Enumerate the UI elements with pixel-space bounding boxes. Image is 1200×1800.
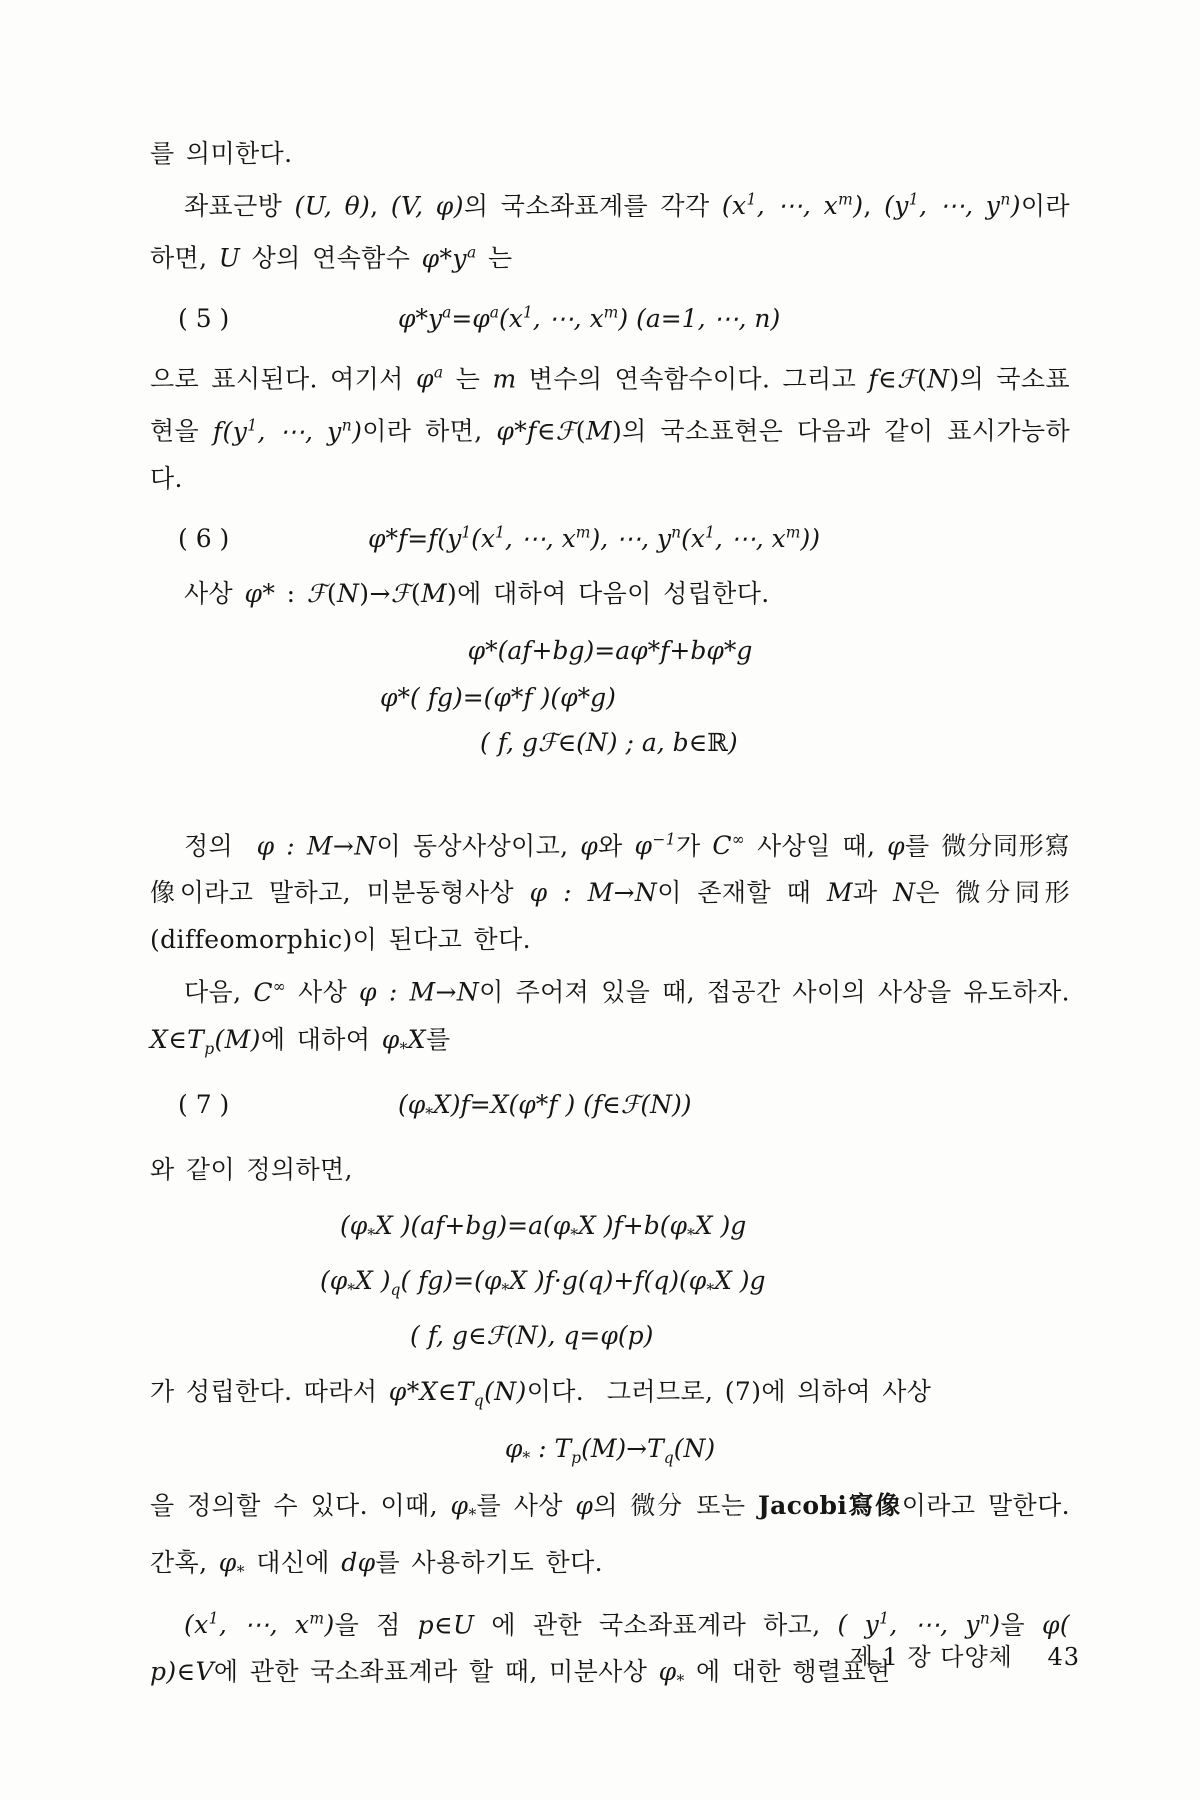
display-equation-1b: φ*( fg)=(φ*f )(φ*g) [380, 682, 616, 712]
equation-5-number: ( 5 ) [178, 303, 230, 333]
equation-6-number: ( 6 ) [178, 523, 230, 553]
display-equation-1c: ( f, gℱ∈(N) ; a, b∈ℝ) [480, 727, 738, 757]
equation-7 [150, 1081, 1070, 1138]
paragraph-matrix-representation: ($x^1$, ⋯, $x^m$)을 점 p∈U 에 관한 국소좌표계라 하고, ( $y^1$, ⋯, $y^n$)을 φ( p)∈V에 관한 국소좌표계라 할 때, 미분사상 $\varphi_*$ 에 대한 행렬표현 [150, 1609, 1071, 1690]
page-number: 43 [1047, 1643, 1080, 1671]
paragraph-jacobi-map: 을 정의할 수 있다. 이때, $\varphi_*$를 사상 φ의 微分 또는 Jacobi寫像이라고 말한다. 간혹, $\varphi_*$ 대신에 dφ를 사용하기도 한다. [150, 1490, 1070, 1581]
paragraph-therefore-map: 가 성립한다. 따라서 $\varphi*X\in T_q(N)$이다. 그러므로, (7)에 의하여 사상 [150, 1376, 932, 1410]
page-footer [850, 1637, 1080, 1672]
equation-6-body: $\varphi*f=f(y^1(x^1$, ⋯, $x^m$), ⋯, $y^n(x^1$, ⋯, $x^m$)) [367, 523, 820, 553]
display-equation-1a: φ*(af+bg)=aφ*f+bφ*g [467, 635, 753, 665]
display-equation-2b: ($\varphi_*X$ )$_q$( $fg)=(\varphi_*X$ )$f\cdot g(q)+f(q)(\varphi_*X$ )g [320, 1265, 766, 1299]
equation-5-body: $\varphi*y^a=\varphi^a(x^1$, ⋯, $x^m$) (a=1, ⋯, n) [397, 303, 781, 333]
display-equation-2c: ( f, g∈ℱ(N), q=φ(p) [410, 1320, 654, 1350]
display-equation-3: $\varphi_*$ : $T_p(M)\to T_q(N)$ [504, 1433, 716, 1467]
page-body [150, 130, 1070, 1705]
footer-chapter-label: 제 1 장 다양체 [849, 1643, 1013, 1671]
display-equation-2a: ($\varphi_*X$ )$(af+bg)=a(\varphi_*X$ )$f+b(\varphi_*X$ )g [340, 1210, 747, 1244]
paragraph-coordinate-neighborhood: 좌표근방 (U, θ), (V, φ)의 국소좌표계를 각각 ($x^1$, ⋯, $x^m$), ($y^1$, ⋯, $y^n$)이라 하면, U 상의 연속함수 $\varphi*y^a$ 는 [150, 191, 1070, 273]
paragraph-induced-tangent-map: 다음, C∞ 사상 φ : M→N이 주어져 있을 때, 접공간 사이의 사상을 유도하자. $X\in T_p(M)$에 대하여 $\varphi_*X$를 [150, 977, 1070, 1058]
paragraph-defined-as: 와 같이 정의하면, [150, 1154, 353, 1184]
equation-6 [150, 510, 1070, 562]
text-line-opening: 를 의미한다. [150, 139, 293, 168]
equation-7-number: ( 7 ) [178, 1089, 230, 1119]
paragraph-local-expression: 으로 표시된다. 여기서 $\varphi^a$ 는 m 변수의 연속함수이다. 그리고 f∈ℱ(N)의 국소표현을 $f(y^1$, ⋯, $y^n$)이라 하면, φ*f∈ℱ(M)의 국소표현은 다음과 같이 표시가능하다. [150, 363, 1071, 493]
paragraph-definition-diffeomorphism: 정의 φ : M→N이 동상사상이고, φ와 $\varphi^{-1}$가 C∞ 사상일 때, φ를 微分同形寫像이라고 말하고, 미분동형사상 φ : M→N이 존재할 때 M과 N은 微分同形(diffeomorphic)이 된다고 한다. [150, 830, 1071, 955]
paragraph-mapping-properties: 사상 φ* : ℱ(N)→ℱ(M)에 대하여 다음이 성립한다. [184, 578, 770, 608]
equation-7-body: $(\varphi_*X)f=X(\varphi*f$ ) (f∈ℱ(N)) [397, 1089, 692, 1123]
equation-5 [150, 290, 1070, 342]
